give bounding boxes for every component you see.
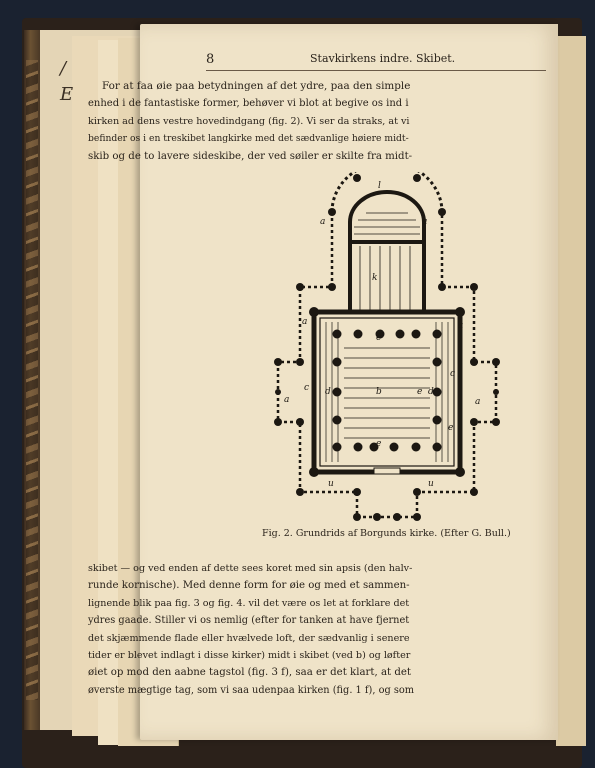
label-e: e xyxy=(376,333,382,343)
label-e: e xyxy=(376,439,382,449)
label-b: b xyxy=(376,387,382,397)
text-line: skibet — og ved enden af dette sees koret med sin apsis (den halv- xyxy=(88,563,413,574)
label-a: a xyxy=(422,217,428,227)
page-header xyxy=(206,50,546,71)
text-line: øiet op mod den aabne tagstol (fig. 3 f), saa er det klart, at det xyxy=(88,667,412,679)
paragraph-bottom xyxy=(88,560,414,699)
text-line: enhed i de fantastiske former, behøver vi blot at begive os ind i xyxy=(88,98,409,110)
label-e: e xyxy=(417,387,423,397)
label-c: c xyxy=(450,369,456,379)
label-a: a xyxy=(302,317,308,327)
west-door xyxy=(374,468,400,474)
margin-mark: E xyxy=(60,84,74,105)
post xyxy=(438,208,446,216)
page-number: 8 xyxy=(206,52,215,67)
label-d: d xyxy=(325,387,331,397)
paragraph-top xyxy=(88,78,414,165)
label-e: e xyxy=(448,423,454,433)
label-e: e xyxy=(334,387,340,397)
floor-plan-figure xyxy=(262,172,512,522)
apse-planks xyxy=(354,213,420,234)
text-line: For at faa øie paa betydningen af det ydre, paa den simple xyxy=(102,80,411,92)
label-l: l xyxy=(378,181,381,191)
text-line: kirken ad dens vestre hovedindgang (fig. 2). Vi ser da straks, at vi xyxy=(88,115,410,127)
next-page-edge xyxy=(556,36,586,746)
text-line: lignende blik paa fig. 3 og fig. 4. vil det være os let at forklare det xyxy=(88,597,410,609)
label-u: u xyxy=(328,479,334,489)
label-a: a xyxy=(320,217,326,227)
label-k: k xyxy=(372,273,378,283)
text-line: befinder os i en treskibet langkirke med det sædvanlige høiere midt- xyxy=(88,133,409,145)
label-a: a xyxy=(475,397,481,407)
text-line: skib og de to lavere sideskibe, der ved søiler er skilte fra midt- xyxy=(88,150,413,162)
label-d: d xyxy=(428,387,434,397)
post xyxy=(413,174,421,182)
text-line: ydres gaade. Stiller vi os nemlig (efter for tanken at have fjernet xyxy=(88,615,410,627)
figure-caption: Fig. 2. Grundrids af Borgunds kirke. (Efter G. Bull.) xyxy=(262,528,511,539)
choir-apse-wall xyxy=(350,192,424,242)
label-u: u xyxy=(428,479,434,489)
text-line: runde kornische). Med denne form for øie og med et sammen- xyxy=(88,580,410,592)
post xyxy=(353,174,361,182)
label-a: a xyxy=(284,395,290,405)
marbled-endpaper xyxy=(26,60,38,700)
margin-mark: / xyxy=(60,58,67,79)
label-c: c xyxy=(304,383,310,393)
text-line: det skjæmmende flade eller hvælvede loft, der sædvanlig i senere xyxy=(88,632,410,644)
label-a: a xyxy=(458,321,464,331)
text-line: tider er blevet indlagt i disse kirker) midt i skibet (ved b) og løfter xyxy=(88,650,411,662)
running-head: Stavkirkens indre. Skibet. xyxy=(310,52,456,65)
text-line: øverste mægtige tag, som vi saa udenpaa kirken (fig. 1 f), og som xyxy=(88,684,415,696)
